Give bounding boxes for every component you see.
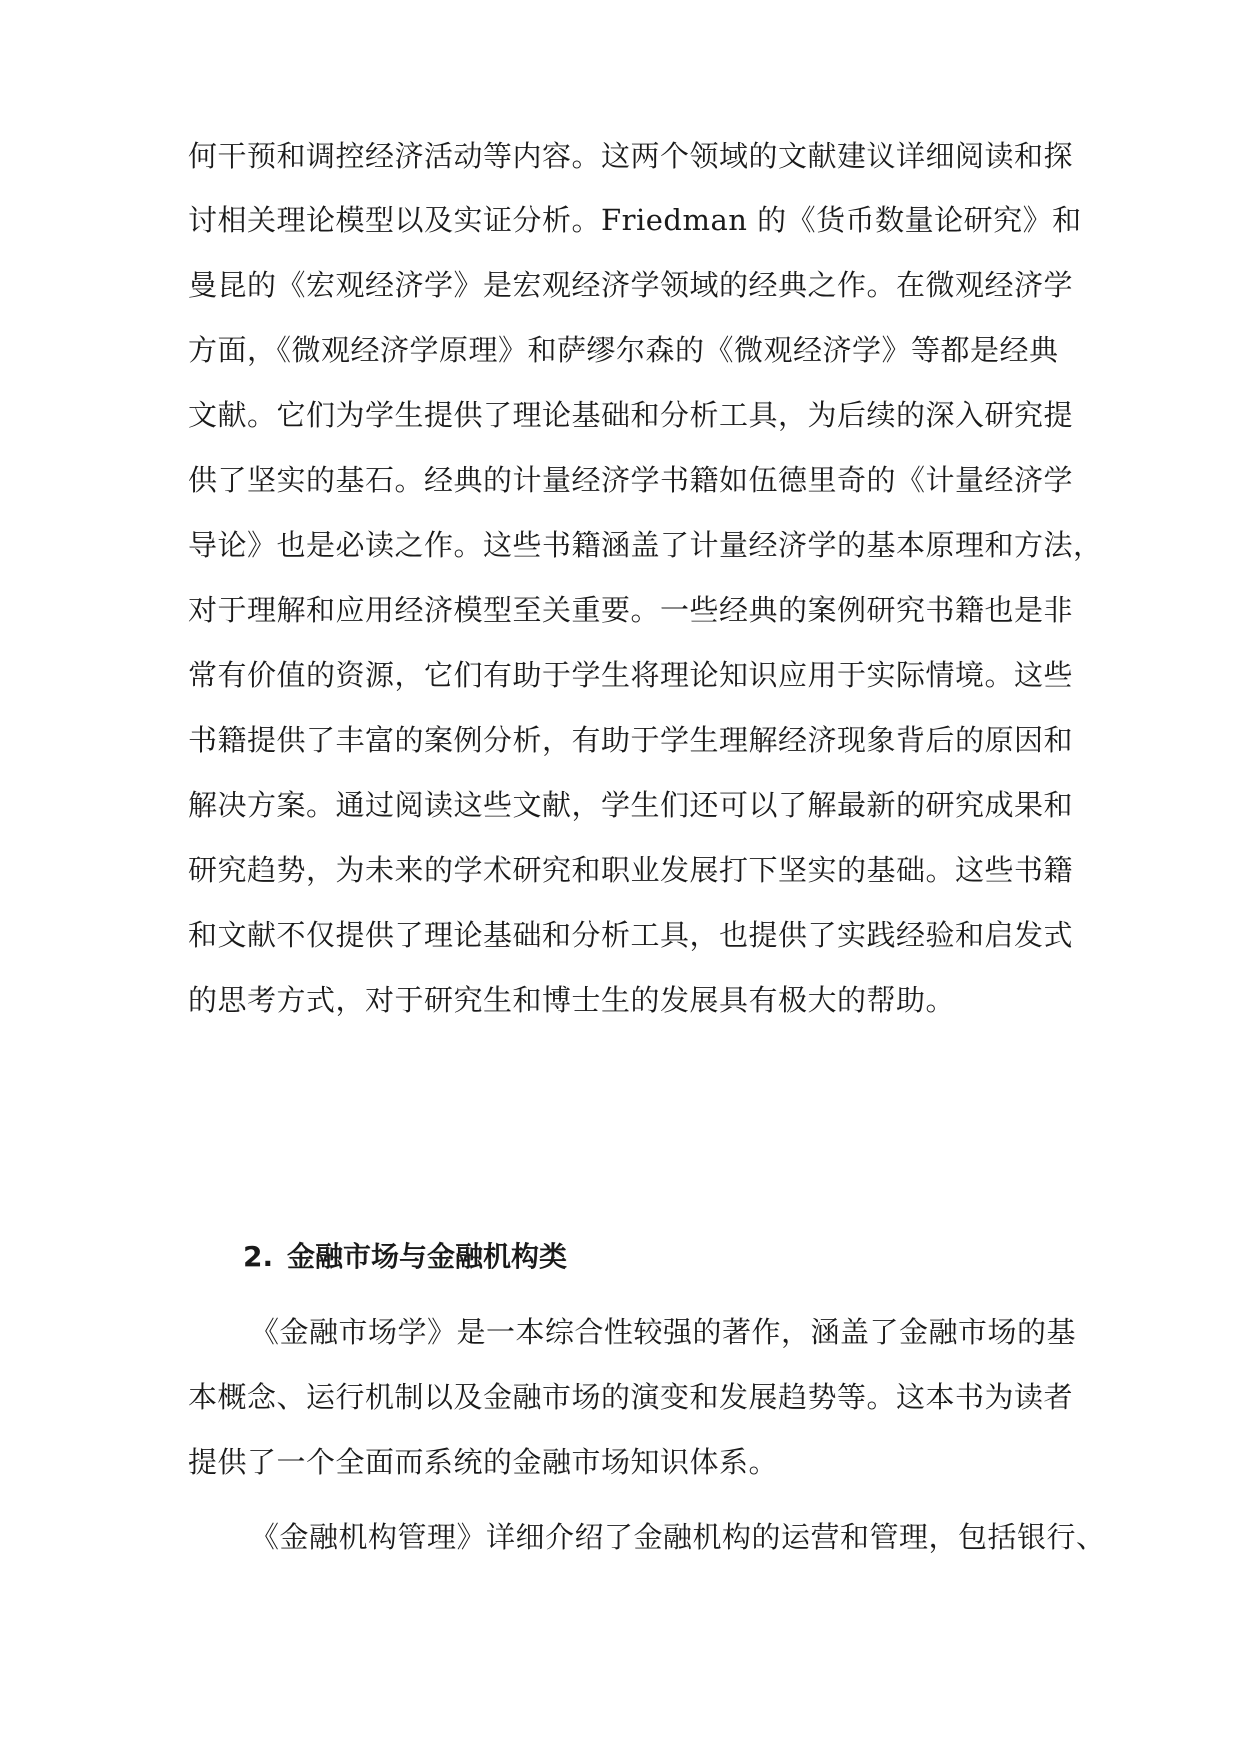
section-title: 金融市场与金融机构类 <box>287 1240 568 1273</box>
section-number: 2. <box>243 1240 274 1273</box>
body-text-line: 对于理解和应用经济模型至关重要。一些经典的案例研究书籍也是非 <box>188 593 1074 627</box>
body-text-line: 的思考方式，对于研究生和博士生的发展具有极大的帮助。 <box>188 983 956 1017</box>
body-text-line: 导论》也是必读之作。这些书籍涵盖了计量经济学的基本原理和方法， <box>188 528 1103 562</box>
body-text-line: 文献。它们为学生提供了理论基础和分析工具，为后续的深入研究提 <box>188 398 1074 432</box>
body-text-line: 解决方案。通过阅读这些文献，学生们还可以了解最新的研究成果和 <box>188 788 1074 822</box>
body-text-line: 和文献不仅提供了理论基础和分析工具，也提供了实践经验和启发式 <box>188 918 1074 952</box>
body-text-line: 研究趋势，为未来的学术研究和职业发展打下坚实的基础。这些书籍 <box>188 853 1074 887</box>
body-text-line: 常有价值的资源，它们有助于学生将理论知识应用于实际情境。这些 <box>188 658 1074 692</box>
section-heading <box>243 1237 567 1277</box>
body-text-line: 曼昆的《宏观经济学》是宏观经济学领域的经典之作。在微观经济学 <box>188 268 1074 302</box>
body-text-line: 《金融市场学》是一本综合性较强的著作，涵盖了金融市场的基 <box>250 1315 1077 1349</box>
body-text-line: 讨相关理论模型以及实证分析。Friedman 的《货币数量论研究》和 <box>188 203 1082 237</box>
body-text-line: 书籍提供了丰富的案例分析，有助于学生理解经济现象背后的原因和 <box>188 723 1074 757</box>
body-text-line: 方面，《微观经济学原理》和萨缪尔森的《微观经济学》等都是经典 <box>188 333 1059 367</box>
body-text-line: 《金融机构管理》详细介绍了金融机构的运营和管理，包括银行、 <box>250 1520 1106 1554</box>
body-text-line: 提供了一个全面而系统的金融市场知识体系。 <box>188 1445 779 1479</box>
body-text-line: 供了坚实的基石。经典的计量经济学书籍如伍德里奇的《计量经济学 <box>188 463 1074 497</box>
body-text-line: 何干预和调控经济活动等内容。这两个领域的文献建议详细阅读和探 <box>188 139 1074 173</box>
body-text-line: 本概念、运行机制以及金融市场的演变和发展趋势等。这本书为读者 <box>188 1380 1074 1414</box>
